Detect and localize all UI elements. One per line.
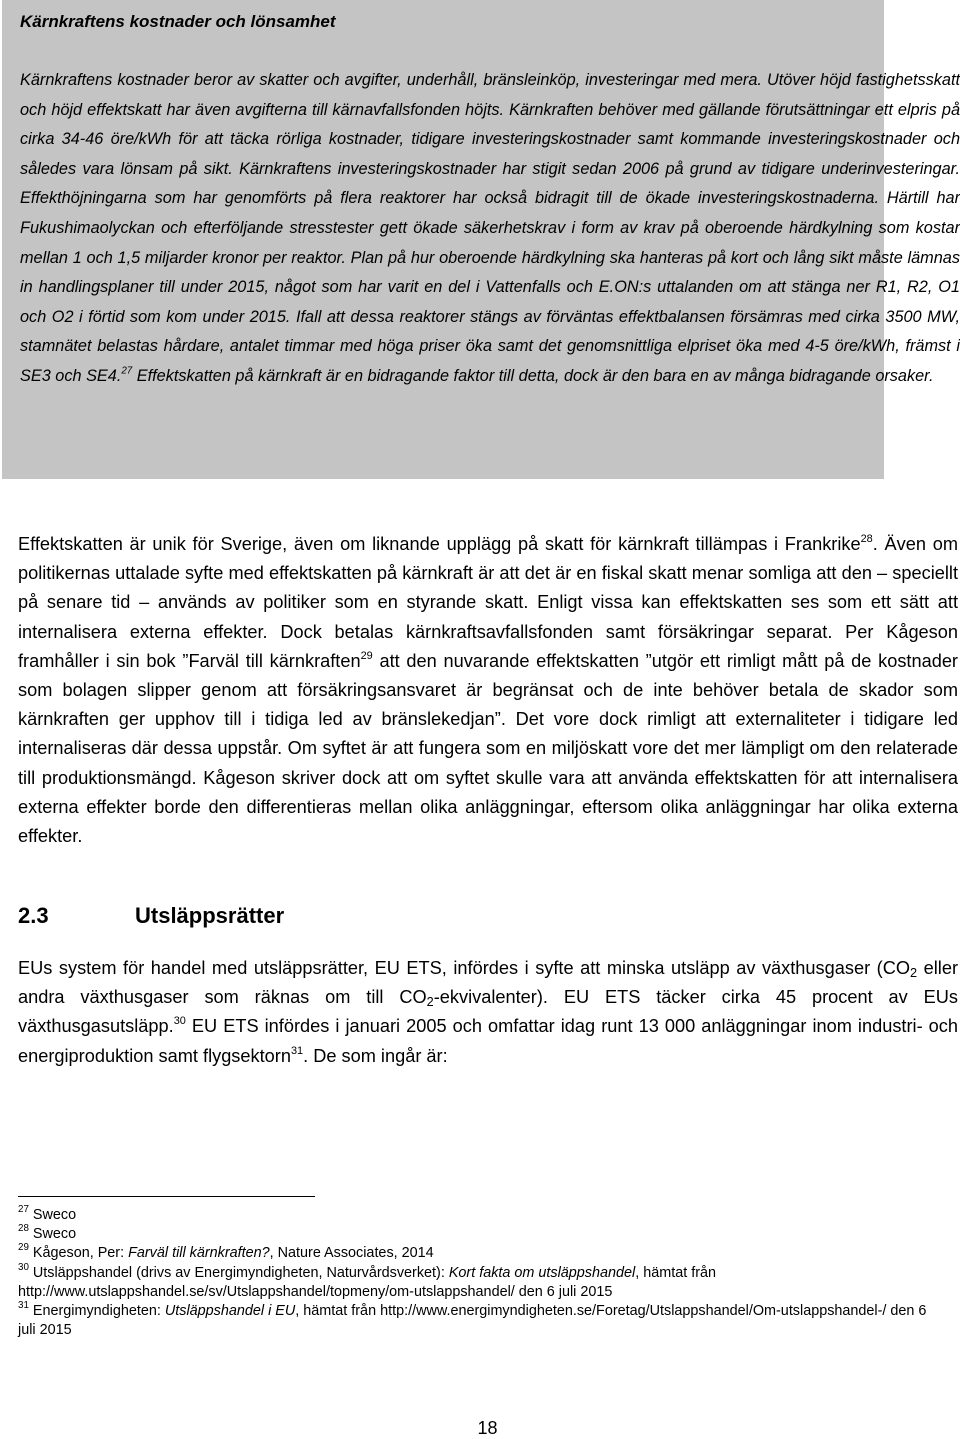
paragraph-text: EUs system för handel med utsläppsrätter, EU ETS, infördes i syfte att minska utsläpp av växthusgaser (CO (18, 958, 911, 978)
footnote-ref-28[interactable]: 28 (860, 532, 873, 545)
paragraph-eu-ets (18, 954, 958, 1071)
fact-box-text (20, 66, 960, 392)
fact-box-text-part: Kärnkraftens kostnader beror av skatter och avgifter, underhåll, bränsleinköp, investeringar med mera. Utöver höjd fastighetsskatt och höjd effektskatt har även avgifterna till kärnavfallsfonden höjts. Kärnkraften behöver med gällande förutsättningar ett elpris på cirka 34-46 öre/kWh för att täcka rörliga kostnader, tidigare investeringskostnader samt kommande investeringskostnader och således vara lönsam på sikt. Kärnkraftens investeringskostnader har stigit sedan 2006 på grund av tidigare underinvesteringar. Effekthöjningarna som har genomförts på flera reaktorer har också bidragit till de ökade investeringskostnaderna. Härtill har Fukushimaolyckan och efterföljande stresstester gett ökade säkerhetskrav i form av krav på oberoende härdkylning som kostar mellan 1 och 1,5 miljarder kronor per reaktor. Plan på hur oberoende härdkylning ska hanteras på kort och lång sikt måste lämnas in handlingsplaner till under 2015, något som har varit en del i Vattenfalls och E.ON:s uttalanden om att stänga ner R1, R2, O1 och O2 i förtid som kom under 2015. Ifall att dessa reaktorer stängs av förväntas effektbalansen försämras med cirka 3500 MW, stamnätet belastas hårdare, antalet timmar med höga priser öka samt det genomsnittliga elpriset öka med 4-5 öre/kWh, främst i SE3 och SE4. (20, 71, 960, 385)
paragraph-text: eller andra växthusgaser som räknas om till CO (18, 958, 959, 1008)
footnote-text: Energimyndigheten: (32, 1303, 165, 1320)
footnote-text: Sweco (32, 1226, 77, 1243)
footnote-27 (18, 1206, 948, 1225)
footnote-29 (18, 1244, 948, 1263)
footnote-number: 29 (18, 1242, 29, 1254)
paragraph-text: -ekvivalenter). EU ETS täcker cirka 45 procent av EUs växthusgasutsläpp. (18, 987, 958, 1037)
footnote-separator (18, 1196, 315, 1197)
footnote-title: Kort fakta om utsläppshandel (448, 1264, 636, 1281)
footnote-30 (18, 1261, 948, 1302)
section-heading (18, 903, 284, 929)
footnote-number: 27 (18, 1204, 29, 1216)
paragraph-text: . Även om politikernas uttalade syfte med effektskatten på kärnkraft är att det är en fiskal skatt menar somliga att den – speciellt på senare tid – används av politiker som en styrande skatt. Enligt vissa kan effektskatten ses som ett sätt att internalisera externa effekter. Dock betalas kärnkraftsavfallsfonden samt försäkringar separat. Per Kågeson framhåller i sin bok ”Farväl till kärnkraften (18, 534, 958, 671)
subscript: 2 (426, 994, 434, 1010)
page-number: 18 (477, 1418, 498, 1438)
footnote-title: Farväl till kärnkraften? (128, 1245, 270, 1262)
footnote-number: 31 (18, 1300, 29, 1312)
footnote-text: , Nature Associates, 2014 (269, 1245, 434, 1262)
paragraph-text: . De som ingår är: (303, 1045, 448, 1066)
footnote-text: Kågeson, Per: (32, 1245, 129, 1262)
fact-box-title: Kärnkraftens kostnader och lönsamhet (20, 12, 336, 31)
fact-box-text-part: Effektskatten på kärnkraft är en bidragande faktor till detta, dock är den bara en av många bidragande orsaker. (132, 366, 934, 385)
footnote-number: 30 (18, 1261, 29, 1273)
footnote-text: Sweco (32, 1207, 77, 1223)
footnote-text: , hämtat från http://www.utslappshandel.se/sv/Utslappshandel/topmeny/om-utslappshandel/ den 6 juli 2015 (18, 1264, 717, 1300)
footnote-title: Utsläppshandel i EU (164, 1303, 296, 1320)
paragraph-text: att den nuvarande effektskatten ”utgör ett rimligt mått på de kostnader som bolagen slipper genom att försäkringsansvaret är begränsat och de inte behöver betala de skador som kärnkraften ger upphov till i tidiga led av bränslekedjan”. Det vore dock rimligt att externaliteter i tidigare led internaliseras där dessa uppstår. Om syftet är att fungera som en miljöskatt vore det mer lämpligt om den relaterade till produktionsmängd. Kågeson skriver dock att om syftet skulle vara att använda effektskatten för att internalisera externa effekter borde den differentieras mellan olika anläggningar, eftersom olika anläggningar har olika externa effekter. (18, 650, 958, 847)
subscript: 2 (910, 965, 918, 981)
footnote-ref-31[interactable]: 31 (290, 1044, 304, 1057)
fact-box (2, 0, 960, 479)
paragraph-effect-tax (18, 530, 958, 851)
footnote-28 (18, 1225, 948, 1244)
footnote-ref-27[interactable]: 27 (121, 365, 133, 377)
paragraph-text: Effektskatten är unik för Sverige, även om liknande upplägg på skatt för kärnkraft tillämpas i Frankrike (18, 534, 861, 554)
paragraph-text: EU ETS infördes i januari 2005 och omfattar idag runt 13 000 anläggningar inom industri- och energiproduktion samt flygsektorn (18, 1016, 958, 1066)
footnote-text: Utsläppshandel (drivs av Energimyndigheten, Naturvårdsverket): (32, 1264, 449, 1281)
footnote-text: , hämtat från http://www.energimyndigheten.se/Foretag/Utslappshandel/Om-utslappshandel-/ den 6 juli 2015 (18, 1303, 927, 1339)
footnote-number: 28 (18, 1223, 29, 1235)
footnote-ref-30[interactable]: 30 (173, 1015, 186, 1028)
footnote-31 (18, 1302, 948, 1340)
section-number: 2.3 (18, 903, 49, 928)
footnote-ref-29[interactable]: 29 (360, 649, 373, 662)
footnotes (18, 1206, 948, 1340)
section-title: Utsläppsrätter (135, 903, 285, 928)
